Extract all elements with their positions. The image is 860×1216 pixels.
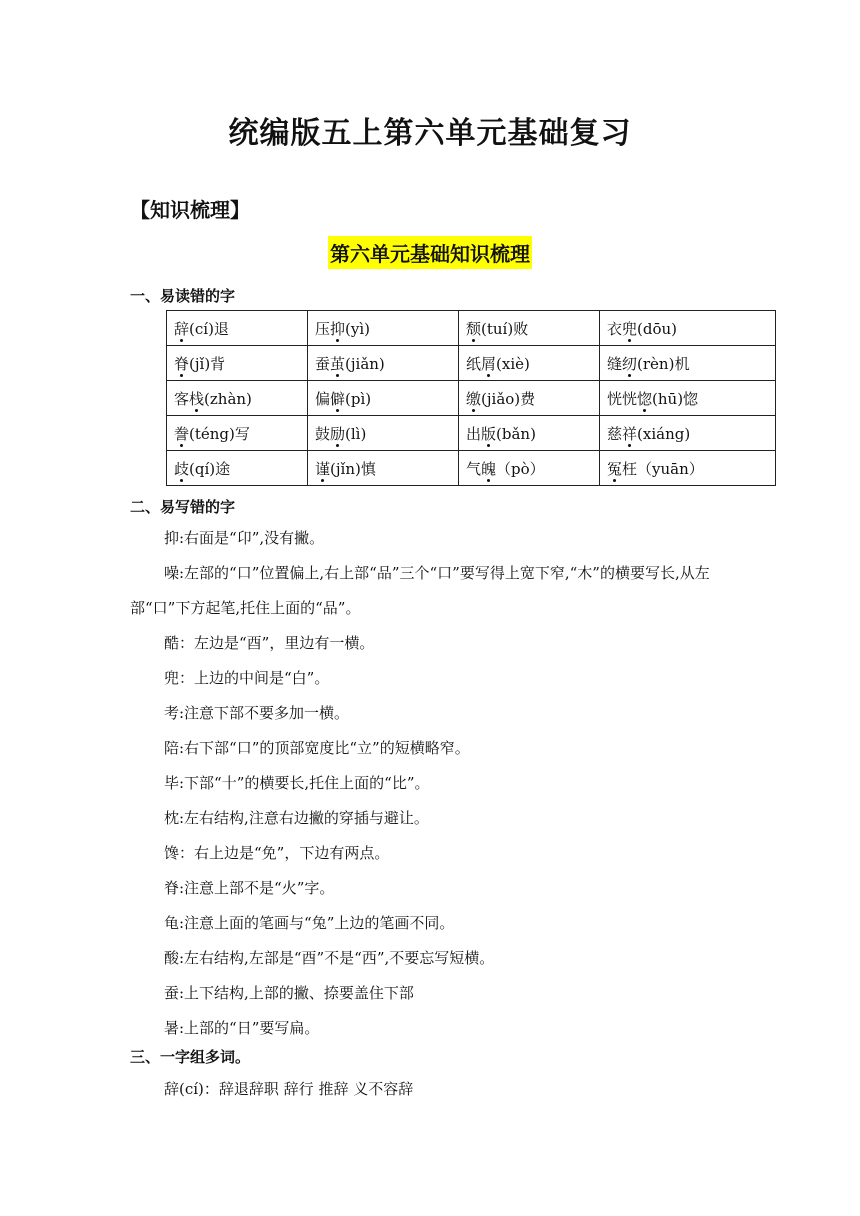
table-cell [167, 381, 308, 416]
table-cell [459, 381, 600, 416]
cell-suffix: (lì) [345, 424, 367, 443]
emphasized-char: 脊 [174, 354, 190, 373]
table-cell [167, 346, 308, 381]
page-title: 统编版五上第六单元基础复习 [228, 116, 632, 151]
paragraph: 兜：上边的中间是“白”。 [164, 669, 330, 687]
cell-suffix: (rèn)机 [637, 354, 690, 373]
paragraph: 馋：右上边是“免”，下边有两点。 [164, 844, 390, 862]
table-row [167, 346, 776, 381]
cell-suffix: (jǐ)背 [189, 354, 226, 373]
cell-suffix: (jiǎo)费 [481, 389, 536, 408]
cell-prefix: 慈 [607, 424, 623, 443]
cell-suffix: (xiáng) [637, 424, 691, 443]
cell-suffix: (tuí)败 [481, 319, 529, 338]
table-row [167, 311, 776, 346]
cell-prefix: 客 [174, 389, 190, 408]
section-tag: 【知识梳理】 [130, 198, 250, 222]
emphasized-char: 缴 [466, 389, 482, 408]
emphasized-char: 祥 [622, 424, 638, 443]
table-cell [459, 416, 600, 451]
cell-prefix: 鼓 [315, 424, 331, 443]
cell-prefix: 压 [315, 319, 331, 338]
emphasized-char: 颓 [466, 319, 482, 338]
paragraph: 考:注意下部不要多加一横。 [164, 704, 350, 722]
cell-suffix: (cí)退 [189, 319, 229, 338]
heading-easy-miswrite: 二、易写错的字 [130, 498, 236, 516]
cell-suffix: (dōu) [637, 319, 678, 338]
cell-suffix: (yì) [345, 319, 371, 338]
table-cell [600, 451, 776, 486]
cell-prefix: 衣 [607, 319, 623, 338]
miswrite-notes [130, 521, 740, 1046]
emphasized-char: 魄 [481, 459, 497, 478]
heading-word-groups: 三、一字组多词。 [130, 1048, 251, 1066]
table-cell [167, 311, 308, 346]
table-cell [600, 416, 776, 451]
table-cell [459, 346, 600, 381]
emphasized-char: 谨 [315, 459, 331, 478]
emphasized-char: 歧 [174, 459, 190, 478]
emphasized-char: 冤 [607, 459, 623, 478]
cell-suffix: (pì) [345, 389, 372, 408]
emphasized-char: 励 [330, 424, 346, 443]
cell-suffix: (bǎn) [496, 424, 536, 443]
cell-prefix: 偏 [315, 389, 331, 408]
emphasized-char: 僻 [330, 389, 346, 408]
emphasized-char: 茧 [330, 354, 346, 373]
cell-suffix: 枉（yuān） [622, 459, 704, 478]
cell-suffix: (xiè) [496, 354, 530, 373]
table-cell [308, 381, 459, 416]
cell-prefix: 纸 [466, 354, 482, 373]
cell-suffix: (hū)惚 [652, 389, 699, 408]
table-row [167, 381, 776, 416]
cell-suffix: (téng)写 [189, 424, 250, 443]
paragraph: 暑:上部的“日”要写扁。 [164, 1019, 320, 1037]
cell-suffix: (zhàn) [204, 389, 252, 408]
emphasized-char: 纫 [622, 354, 638, 373]
emphasized-char: 抑 [330, 319, 346, 338]
cell-suffix: (jiǎn) [345, 354, 385, 373]
emphasized-char: 栈 [189, 389, 205, 408]
paragraph: 酸:左右结构,左部是“酉”不是“西”,不要忘写短横。 [164, 949, 495, 967]
cell-prefix: 气 [466, 459, 482, 478]
table-row [167, 451, 776, 486]
paragraph: 蚕:上下结构,上部的撇、捺要盖住下部 [164, 984, 414, 1002]
paragraph: 抑:右面是“卬”,没有撇。 [164, 529, 325, 547]
cell-prefix: 出 [466, 424, 482, 443]
table-cell [167, 451, 308, 486]
paragraph: 噪:左部的“口”位置偏上,右上部“品”三个“口”要写得上宽下窄,“木”的横要写长,从左部“口”下方起笔,托住上面的“品”。 [130, 564, 710, 617]
paragraph: 枕:左右结构,注意右边撇的穿插与避让。 [164, 809, 429, 827]
cell-prefix: 蚕 [315, 354, 331, 373]
cell-suffix: （pò） [496, 459, 545, 478]
table-cell [308, 346, 459, 381]
table-row [167, 416, 776, 451]
subtitle [0, 236, 860, 269]
emphasized-char: 辞 [174, 319, 190, 338]
paragraph: 酷：左边是“酉”，里边有一横。 [164, 634, 375, 652]
table-cell [308, 451, 459, 486]
paragraph: 辞(cí)：辞退辞职 辞行 推辞 义不容辞 [164, 1080, 414, 1098]
cell-prefix: 恍恍 [607, 389, 638, 408]
emphasized-char: 屑 [481, 354, 497, 373]
cell-prefix: 缝 [607, 354, 623, 373]
table-cell [308, 416, 459, 451]
cell-suffix: (qí)途 [189, 459, 231, 478]
table-cell [459, 451, 600, 486]
emphasized-char: 兜 [622, 319, 638, 338]
table-cell [308, 311, 459, 346]
table-cell [600, 346, 776, 381]
table-cell [459, 311, 600, 346]
table-cell [600, 311, 776, 346]
misread-words-table [166, 310, 776, 486]
emphasized-char: 版 [481, 424, 497, 443]
word-group-notes [130, 1072, 740, 1107]
heading-easy-misread: 一、易读错的字 [130, 287, 236, 305]
table-cell [600, 381, 776, 416]
paragraph: 龟:注意上面的笔画与“兔”上边的笔画不同。 [164, 914, 455, 932]
emphasized-char: 惚 [637, 389, 653, 408]
emphasized-char: 誊 [174, 424, 190, 443]
paragraph: 脊:注意上部不是“火”字。 [164, 879, 335, 897]
cell-suffix: (jǐn)慎 [330, 459, 376, 478]
table-cell [167, 416, 308, 451]
subtitle-highlight: 第六单元基础知识梳理 [328, 236, 532, 269]
paragraph: 毕:下部“十”的横要长,托住上面的“比”。 [164, 774, 430, 792]
paragraph: 陪:右下部“口”的顶部宽度比“立”的短横略窄。 [164, 739, 470, 757]
